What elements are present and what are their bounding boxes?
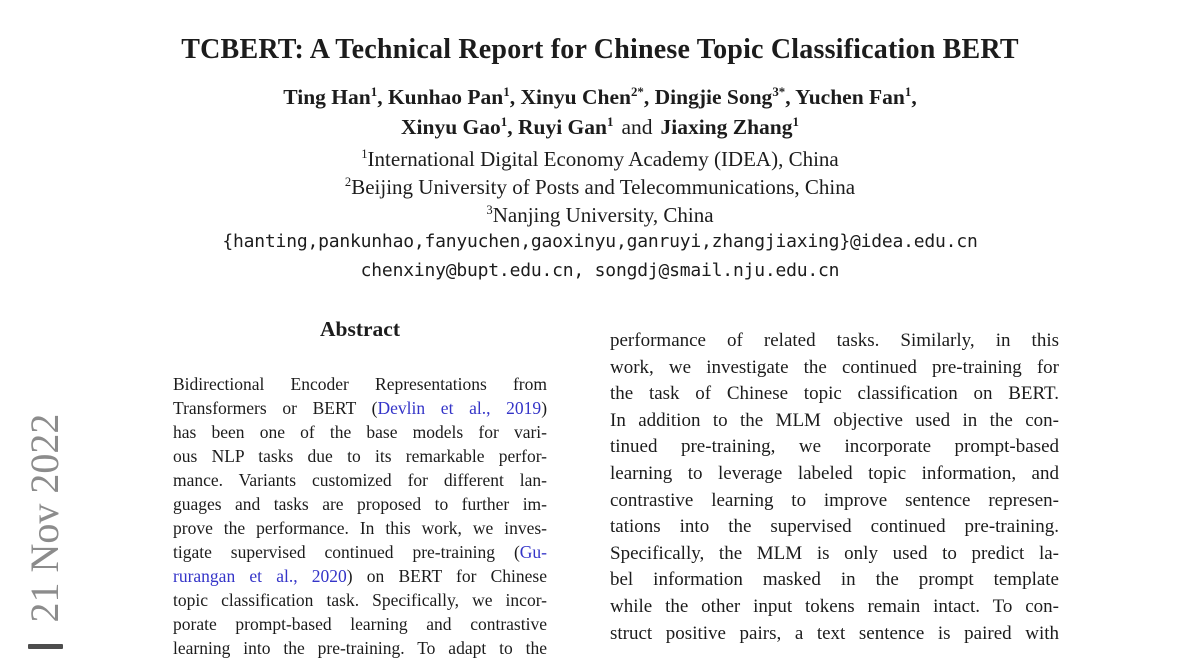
text-line: the task of Chinese topic classification on BERT. xyxy=(610,383,1059,405)
text-segment: and xyxy=(621,115,653,139)
text-segment: , xyxy=(509,85,521,109)
text-segment: Dingjie Song xyxy=(654,85,773,109)
text-line: rurangan et al., 2020) on BERT for Chinese xyxy=(173,566,547,586)
text-line: bel information masked in the prompt template xyxy=(610,569,1059,591)
superscript-marker: 1 xyxy=(370,84,378,99)
superscript-marker: 1 xyxy=(904,84,912,99)
superscript-marker: 2 xyxy=(344,175,352,189)
text-line: learning to leverage labeled topic information, and xyxy=(610,462,1059,484)
text-line: performance of related tasks. Similarly, in this xyxy=(610,330,1059,351)
text-line: ous NLP tasks due to its remarkable perfor- xyxy=(173,446,547,466)
text-segment: Nanjing University, China xyxy=(492,203,714,227)
text-segment: , xyxy=(785,85,796,109)
email-line-2: chenxiny@bupt.edu.cn, songdj@smail.nju.edu.cn xyxy=(360,260,840,281)
affiliation-line-3 xyxy=(0,203,1200,228)
text-line: topic classification task. Specifically, we incor- xyxy=(173,590,547,610)
text-segment: Xinyu Chen xyxy=(520,85,631,109)
text-line: while the other input tokens remain intact. To con- xyxy=(610,595,1059,617)
affiliation-line-2 xyxy=(0,175,1200,200)
text-segment: Ting Han xyxy=(283,85,371,109)
text-line: Specifically, the MLM is only used to predict la- xyxy=(610,542,1059,564)
text-line: Transformers or BERT (Devlin et al., 2019) xyxy=(173,398,547,418)
text-line: contrastive learning to improve sentence represen- xyxy=(610,489,1059,511)
text-segment: Ruyi Gan xyxy=(517,115,607,139)
text-line: tigate supervised continued pre-training (Gu- xyxy=(173,542,547,562)
text-line: mance. Variants customized for different lan- xyxy=(173,470,547,490)
author-line-2 xyxy=(0,115,1200,140)
text-segment: Kunhao Pan xyxy=(387,85,504,109)
affiliation-line-1 xyxy=(0,147,1200,172)
citation-link[interactable]: Devlin et al., 2019 xyxy=(377,398,542,418)
text-line: tations into the supervised continued pre-training. xyxy=(610,516,1059,538)
text-line: work, we investigate the continued pre-training for xyxy=(610,356,1059,378)
superscript-marker: 3 xyxy=(486,203,493,217)
text-line: struct positive pairs, a text sentence is paired with xyxy=(610,622,1059,644)
citation-link[interactable]: Gu- xyxy=(519,542,547,562)
text-line: porate prompt-based learning and contrastive xyxy=(173,614,547,634)
superscript-marker: 1 xyxy=(606,114,614,129)
email-line-1: {hanting,pankunhao,fanyuchen,gaoxinyu,ganruyi,zhangjiaxing}@idea.edu.cn xyxy=(222,231,978,252)
arxiv-date-watermark: 21 Nov 2022 xyxy=(22,413,67,623)
superscript-marker: 1 xyxy=(792,114,799,129)
superscript-marker: 1 xyxy=(361,147,368,161)
arxiv-stamp-fragment xyxy=(28,644,63,649)
superscript-marker: 1 xyxy=(503,84,510,99)
text-segment: , xyxy=(643,85,655,109)
abstract-text xyxy=(173,372,547,660)
text-line: tinued pre-training, we incorporate prompt-based xyxy=(610,436,1059,458)
superscript-marker: 1 xyxy=(500,114,508,129)
text-segment: , xyxy=(377,85,388,109)
text-line: has been one of the base models for vari- xyxy=(173,422,547,442)
text-segment: Xinyu Gao xyxy=(401,115,501,139)
text-segment: Beijing University of Posts and Telecommunications, China xyxy=(351,175,856,199)
text-line: guages and tasks are proposed to further im- xyxy=(173,494,547,514)
text-line: prove the performance. In this work, we inves- xyxy=(173,518,547,538)
text-line: In addition to the MLM objective used in the con- xyxy=(610,409,1059,431)
body-column-text xyxy=(610,328,1059,647)
text-segment: , xyxy=(911,85,917,109)
text-line: learning into the pre-training. To adapt to the xyxy=(173,638,547,658)
citation-link[interactable]: rurangan et al., 2020 xyxy=(173,566,347,586)
text-segment: International Digital Economy Academy (IDEA), China xyxy=(367,147,839,171)
superscript-marker: 2* xyxy=(630,84,644,99)
text-segment: , xyxy=(507,115,518,139)
author-line-1 xyxy=(0,85,1200,110)
text-segment: Yuchen Fan xyxy=(795,85,905,109)
paper-title: TCBERT: A Technical Report for Chinese Topic Classification BERT xyxy=(181,34,1019,65)
abstract-heading: Abstract xyxy=(319,317,400,341)
superscript-marker: 3* xyxy=(772,84,786,99)
text-line: Bidirectional Encoder Representations from xyxy=(173,374,547,394)
text-segment: Jiaxing Zhang xyxy=(660,115,793,139)
